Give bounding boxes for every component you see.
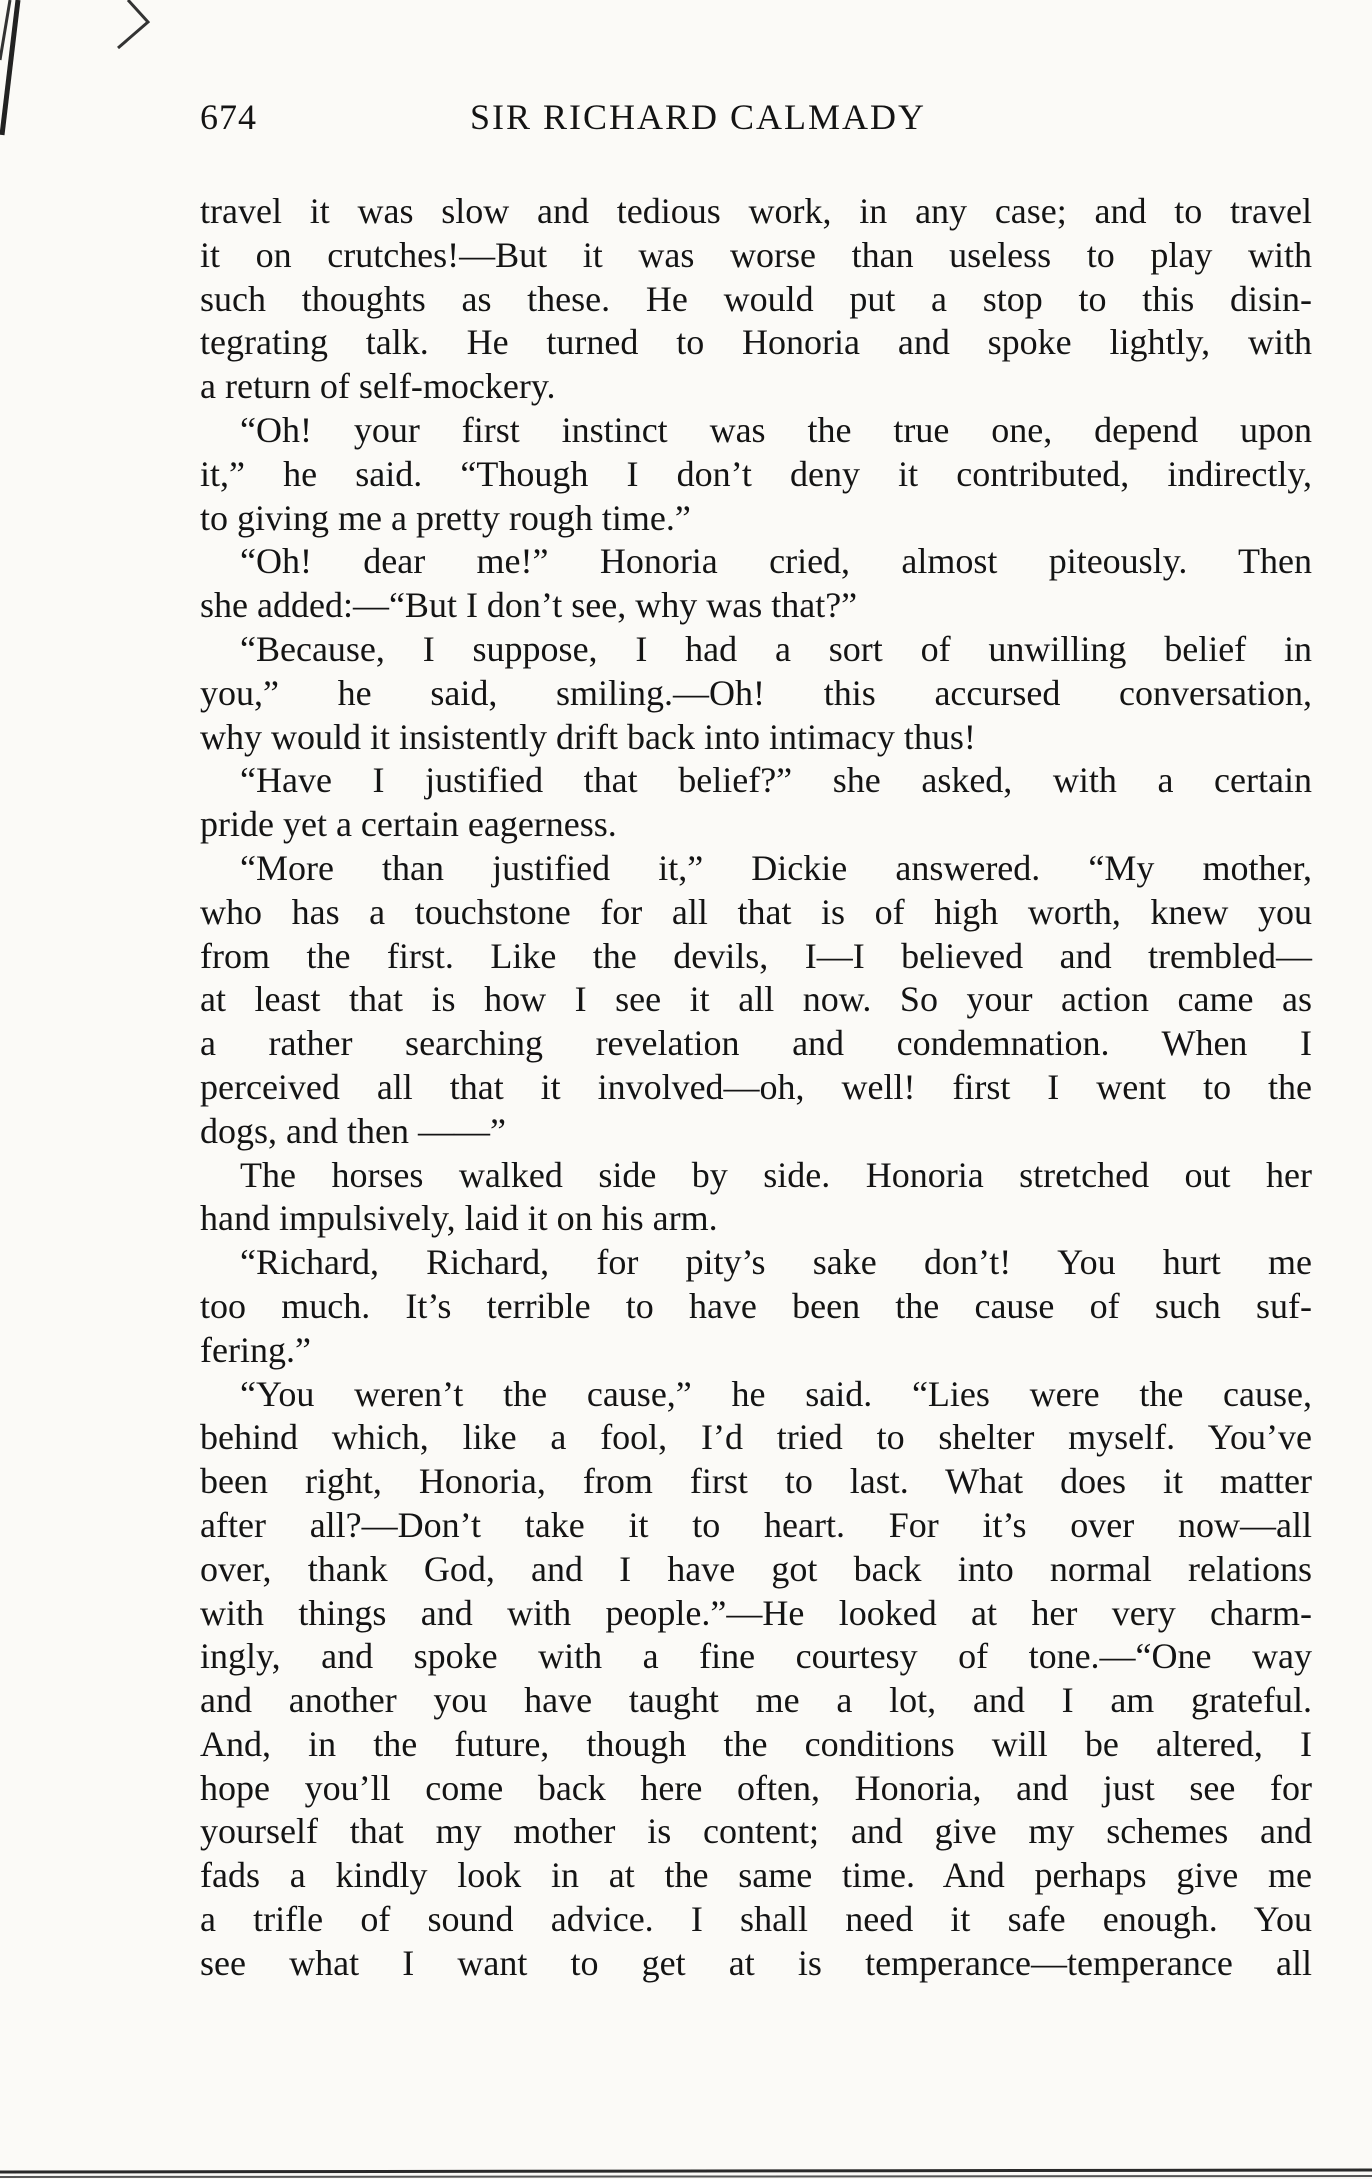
text-line: she added:—“But I don’t see, why was that?”	[200, 585, 858, 626]
text-line: “More than justified it,” Dickie answered. “My mother,	[240, 847, 1312, 888]
text-line: at least that is how I see it all now. So your action came as	[200, 979, 1312, 1020]
text-line: “Richard, Richard, for pity’s sake don’t! You hurt me	[240, 1242, 1312, 1283]
running-title: SIR RICHARD CALMADY	[470, 97, 927, 137]
bottom-page-edge	[0, 2160, 1372, 2179]
text-line: “Have I justified that belief?” she asked, with a certain	[240, 760, 1312, 801]
text-line: from the first. Like the devils, I—I believed and trembled—	[200, 935, 1312, 976]
text-line: behind which, like a fool, I’d tried to shelter myself. You’ve	[200, 1417, 1312, 1458]
text-line: fads a kindly look in at the same time. And perhaps give me	[200, 1855, 1312, 1896]
text-line: you,” he said, smiling.—Oh! this accursed conversation,	[200, 672, 1312, 713]
text-line: why would it insistently drift back into intimacy thus!	[200, 716, 976, 757]
text-line: And, in the future, though the conditions will be altered, I	[200, 1723, 1312, 1764]
text-line: hope you’ll come back here often, Honoria, and just see for	[200, 1767, 1312, 1808]
text-line: a trifle of sound advice. I shall need it safe enough. You	[200, 1899, 1312, 1940]
page-number: 674	[200, 97, 257, 137]
text-line: “Oh! dear me!” Honoria cried, almost piteously. Then	[240, 541, 1312, 582]
text-line: a rather searching revelation and condemnation. When I	[200, 1023, 1312, 1064]
text-line: with things and with people.”—He looked at her very charm-	[200, 1592, 1312, 1633]
page-edge-mark	[0, 0, 150, 140]
text-line: “Oh! your first instinct was the true one, depend upon	[240, 409, 1312, 450]
text-line: fering.”	[200, 1329, 311, 1370]
text-line: and another you have taught me a lot, and I am grateful.	[200, 1680, 1312, 1721]
text-line: to giving me a pretty rough time.”	[200, 497, 691, 538]
text-line: see what I want to get at is temperance—temperance all	[200, 1942, 1312, 1983]
text-line: after all?—Don’t take it to heart. For it’s over now—all	[200, 1504, 1312, 1545]
text-line: yourself that my mother is content; and give my schemes and	[200, 1811, 1312, 1852]
text-line: perceived all that it involved—oh, well! first I went to the	[200, 1066, 1312, 1107]
text-line: The horses walked side by side. Honoria stretched out her	[240, 1154, 1312, 1195]
text-line: a return of self-mockery.	[200, 366, 556, 407]
text-line: ingly, and spoke with a fine courtesy of tone.—“One way	[200, 1636, 1312, 1677]
text-line: such thoughts as these. He would put a stop to this disin-	[200, 278, 1312, 319]
text-line: over, thank God, and I have got back into normal relations	[200, 1548, 1312, 1589]
text-line: too much. It’s terrible to have been the cause of such suf-	[200, 1285, 1312, 1326]
text-line: it on crutches!—But it was worse than useless to play with	[200, 234, 1312, 275]
body-text	[200, 190, 1312, 1986]
text-line: who has a touchstone for all that is of high worth, knew you	[200, 891, 1312, 932]
running-header	[200, 96, 1312, 156]
text-line: pride yet a certain eagerness.	[200, 804, 617, 845]
text-line: hand impulsively, laid it on his arm.	[200, 1198, 718, 1239]
text-line: it,” he said. “Though I don’t deny it contributed, indirectly,	[200, 453, 1312, 494]
text-line: been right, Honoria, from first to last. What does it matter	[200, 1461, 1312, 1502]
text-line: “You weren’t the cause,” he said. “Lies were the cause,	[240, 1373, 1312, 1414]
text-line: travel it was slow and tedious work, in any case; and to travel	[200, 191, 1312, 231]
text-line: tegrating talk. He turned to Honoria and spoke lightly, with	[200, 322, 1312, 363]
text-line: “Because, I suppose, I had a sort of unwilling belief in	[240, 628, 1312, 669]
text-line: dogs, and then ——”	[200, 1110, 506, 1151]
